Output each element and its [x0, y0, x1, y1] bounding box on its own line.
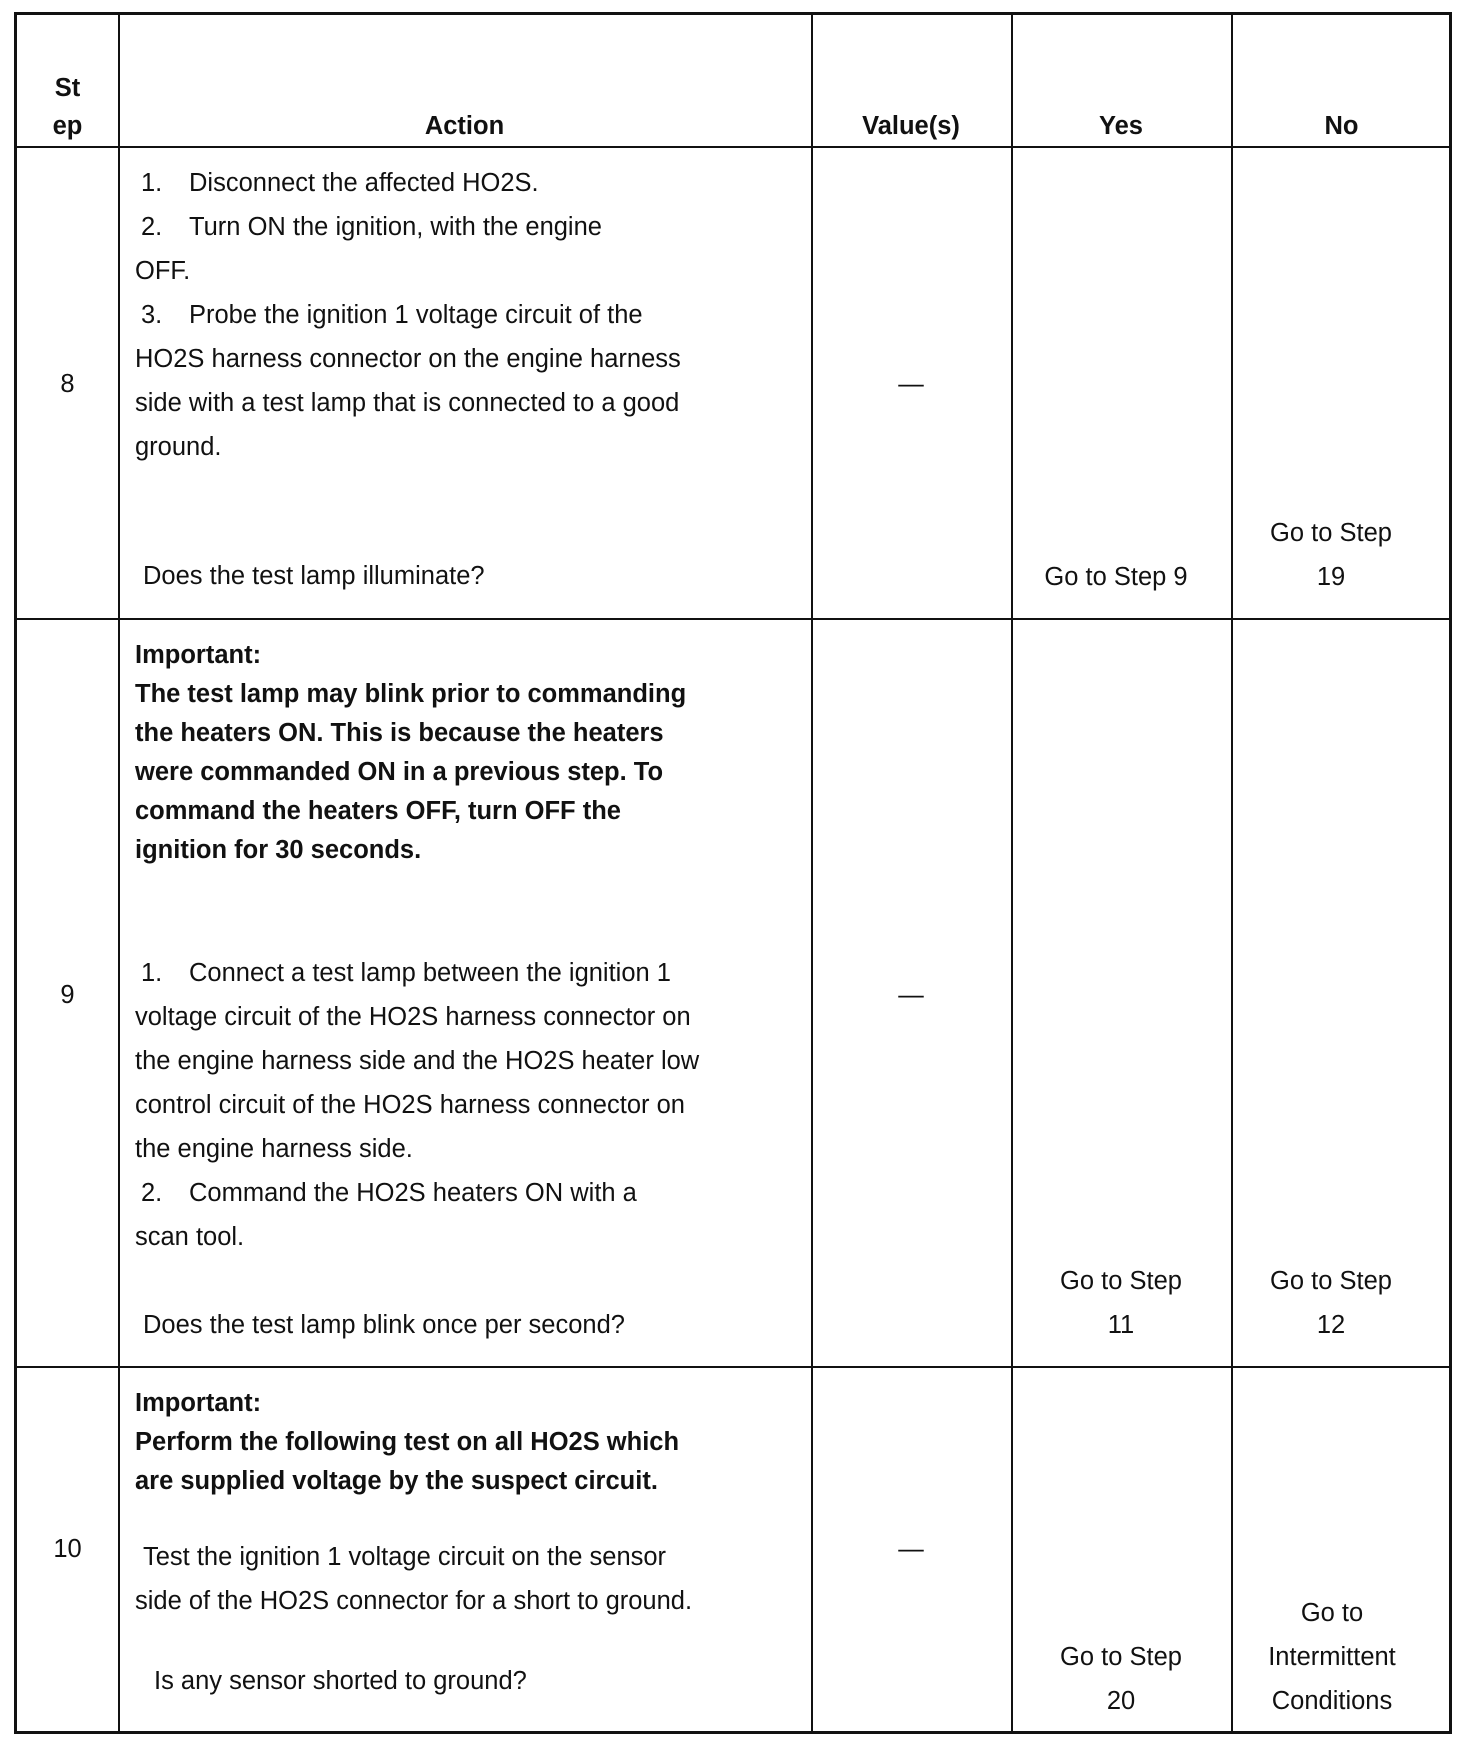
value-dash: — — [898, 981, 924, 1009]
action-line: the engine harness side and the HO2S heater low — [135, 1047, 700, 1075]
yes-line: Go to Step — [1060, 1643, 1182, 1671]
important-line: are supplied voltage by the suspect circuit. — [135, 1467, 658, 1495]
important-label: Important: — [135, 641, 262, 669]
no-line: Conditions — [1271, 1687, 1393, 1715]
no-cell — [1231, 1591, 1433, 1723]
column-divider — [118, 15, 120, 1731]
header-no: No — [1324, 112, 1359, 140]
important-note — [135, 636, 686, 870]
yes-line: 11 — [1107, 1311, 1135, 1339]
yes-cell — [1011, 1259, 1231, 1347]
row-divider — [17, 618, 1449, 620]
diagnostic-table — [14, 12, 1452, 1734]
row-divider — [17, 1366, 1449, 1368]
value-dash: — — [898, 1535, 924, 1563]
action-line: Command the HO2S heaters ON with a — [189, 1179, 637, 1207]
header-action: Action — [424, 112, 505, 140]
column-divider — [1011, 15, 1013, 1731]
list-number: 1. — [141, 959, 163, 987]
action-line: scan tool. — [135, 1223, 245, 1251]
important-line: The test lamp may blink prior to commanding — [135, 680, 687, 708]
action-line: control circuit of the HO2S harness connector on — [135, 1091, 685, 1119]
column-divider — [811, 15, 813, 1731]
question-text: Does the test lamp illuminate? — [143, 562, 485, 590]
important-line: ignition for 30 seconds. — [135, 836, 422, 864]
action-line: Turn ON the ignition, with the engine — [189, 213, 602, 241]
action-line: HO2S harness connector on the engine harness — [135, 345, 681, 373]
no-cell — [1231, 511, 1431, 599]
value-dash: — — [898, 370, 924, 398]
no-line: 19 — [1316, 563, 1346, 591]
action-line: ground. — [135, 433, 222, 461]
action-line: side of the HO2S connector for a short to ground. — [135, 1587, 693, 1615]
header-step — [17, 69, 118, 145]
yes-cell: Go to Step 9 — [1044, 563, 1188, 591]
important-label: Important: — [135, 1389, 262, 1417]
question-text: Does the test lamp blink once per second? — [143, 1311, 625, 1339]
important-note — [135, 1384, 679, 1501]
header-yes: Yes — [1099, 112, 1143, 140]
no-line: Go to — [1300, 1599, 1364, 1627]
question-text: Is any sensor shorted to ground? — [154, 1667, 527, 1695]
list-number: 3. — [141, 301, 163, 329]
step-number: 9 — [60, 981, 75, 1009]
action-line: side with a test lamp that is connected to a good — [135, 389, 680, 417]
header-values: Value(s) — [862, 112, 960, 140]
list-number: 2. — [141, 1179, 163, 1207]
no-cell — [1231, 1259, 1431, 1347]
important-line: were commanded ON in a previous step. To — [135, 758, 664, 786]
yes-cell — [1011, 1635, 1231, 1723]
action-line: Probe the ignition 1 voltage circuit of the — [189, 301, 643, 329]
action-line: Disconnect the affected HO2S. — [189, 169, 539, 197]
action-line: the engine harness side. — [135, 1135, 413, 1163]
important-line: Perform the following test on all HO2S which — [135, 1428, 680, 1456]
list-number: 2. — [141, 213, 163, 241]
no-line: 12 — [1316, 1311, 1346, 1339]
column-divider — [1231, 15, 1233, 1731]
yes-line: Go to Step — [1060, 1267, 1182, 1295]
list-number: 1. — [141, 169, 163, 197]
action-line: voltage circuit of the HO2S harness connector on — [135, 1003, 691, 1031]
action-line: Test the ignition 1 voltage circuit on the sensor — [143, 1543, 667, 1571]
no-line: Intermittent — [1268, 1643, 1396, 1671]
step-number: 10 — [53, 1535, 82, 1563]
important-line: command the heaters OFF, turn OFF the — [135, 797, 621, 825]
yes-line: 20 — [1106, 1687, 1136, 1715]
step-number: 8 — [60, 370, 75, 398]
action-line: OFF. — [135, 257, 191, 285]
no-line: Go to Step — [1270, 1267, 1392, 1295]
no-line: Go to Step — [1270, 519, 1392, 547]
header-step-line: St — [54, 74, 81, 102]
row-divider — [17, 146, 1449, 148]
action-line: Connect a test lamp between the ignition 1 — [189, 959, 671, 987]
important-line: the heaters ON. This is because the heaters — [135, 719, 664, 747]
header-step-line: ep — [52, 112, 83, 140]
